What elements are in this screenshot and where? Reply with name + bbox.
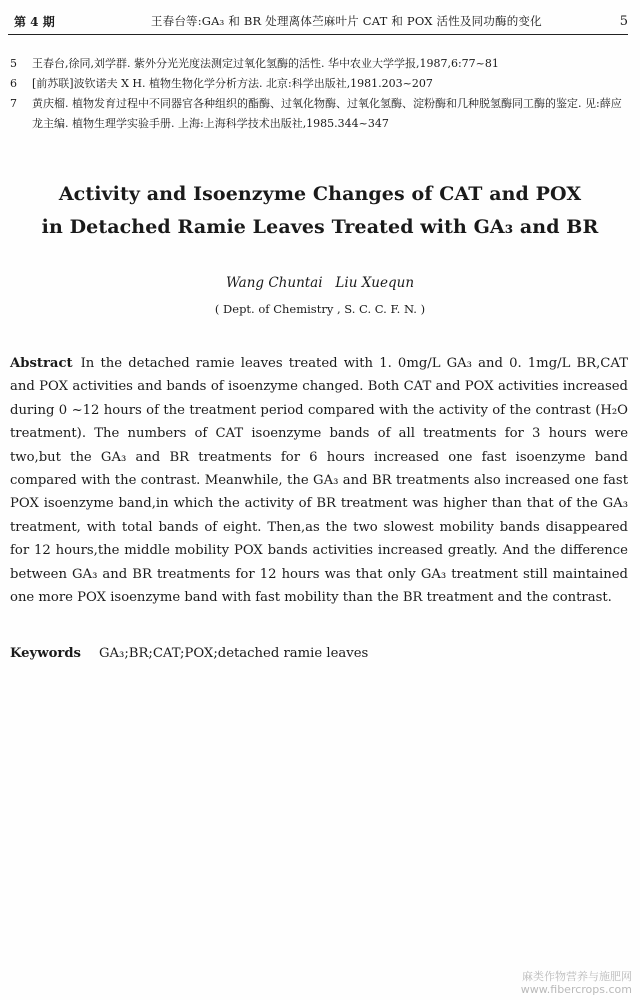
title-line-1: Activity and Isoenzyme Changes of CAT and POX <box>58 183 582 205</box>
reference-number: 6 <box>10 77 17 90</box>
reference-item <box>8 94 624 134</box>
keywords-text: GA₃;BR;CAT;POX;detached ramie leaves <box>98 646 369 661</box>
authors: Wang Chuntai Liu Xuequn <box>225 275 415 291</box>
issue-number: 第 4 期 <box>14 14 55 29</box>
english-title <box>0 178 640 244</box>
running-title: 王春台等:GA₃ 和 BR 处理离体苎麻叶片 CAT 和 POX 活性及同功酶的变化 <box>150 14 542 28</box>
site-watermark <box>521 970 632 996</box>
watermark-line-1: 麻类作物营养与施肥网 <box>522 970 632 983</box>
running-header <box>8 8 628 35</box>
affiliation: ( Dept. of Chemistry , S. C. C. F. N. ) <box>214 302 426 316</box>
reference-text: 黄庆榴. 植物发育过程中不同器官各种组织的酯酶、过氧化物酶、过氧化氢酶、淀粉酶和几种脱氢酶同工酶的鉴定. 见:薛应龙主编. 植物生理学实验手册. 上海:上海科学技术出版社,1985.344~347 <box>32 97 622 130</box>
watermark-line-2: www.fibercrops.com <box>520 983 632 996</box>
page-number: 5 <box>619 13 628 29</box>
title-line-2: in Detached Ramie Leaves Treated with GA₃ and BR <box>41 216 599 238</box>
reference-item <box>8 74 624 94</box>
keywords <box>10 642 628 665</box>
keywords-label: Keywords <box>10 646 81 661</box>
reference-text: 王春台,徐同,刘学群. 紫外分光光度法测定过氧化氢酶的活性. 华中农业大学学报,1987,6:77~81 <box>32 57 499 70</box>
abstract <box>10 352 628 609</box>
abstract-text: In the detached ramie leaves treated with 1. 0mg/L GA₃ and 0. 1mg/L BR,CAT and POX activities and bands of isoenzyme changed. Both CAT and POX activities increased during 0 ~12 hours of the treatment period compared with the activity of the contrast (H₂O treatment). The numbers of CAT isoenzyme bands of all treatments for 3 hours were two,but the GA₃ and BR treatments for 6 hours increased one fast isoenzyme band compared with the contrast. Meanwhile, the GA₃ and BR treatments also increased one fast POX isoenzyme band,in which the activity of BR treatment was higher than that of the GA₃ treatment, with total bands of eight. Then,as the two slowest mobility bands disappeared for 12 hours,the middle mobility POX bands activities increased greatly. And the difference between GA₃ and BR treatments for 12 hours was that only GA₃ treatment still maintained one more POX isoenzyme band with fast mobility than the BR treatment and the contrast. <box>10 356 628 606</box>
reference-number: 7 <box>10 97 17 110</box>
abstract-label: Abstract <box>10 356 73 371</box>
reference-item <box>8 54 624 74</box>
reference-text: [前苏联]波钦诺夫 X H. 植物生物化学分析方法. 北京:科学出版社,1981.203~207 <box>32 77 433 90</box>
reference-number: 5 <box>10 57 17 70</box>
reference-list <box>8 54 624 134</box>
